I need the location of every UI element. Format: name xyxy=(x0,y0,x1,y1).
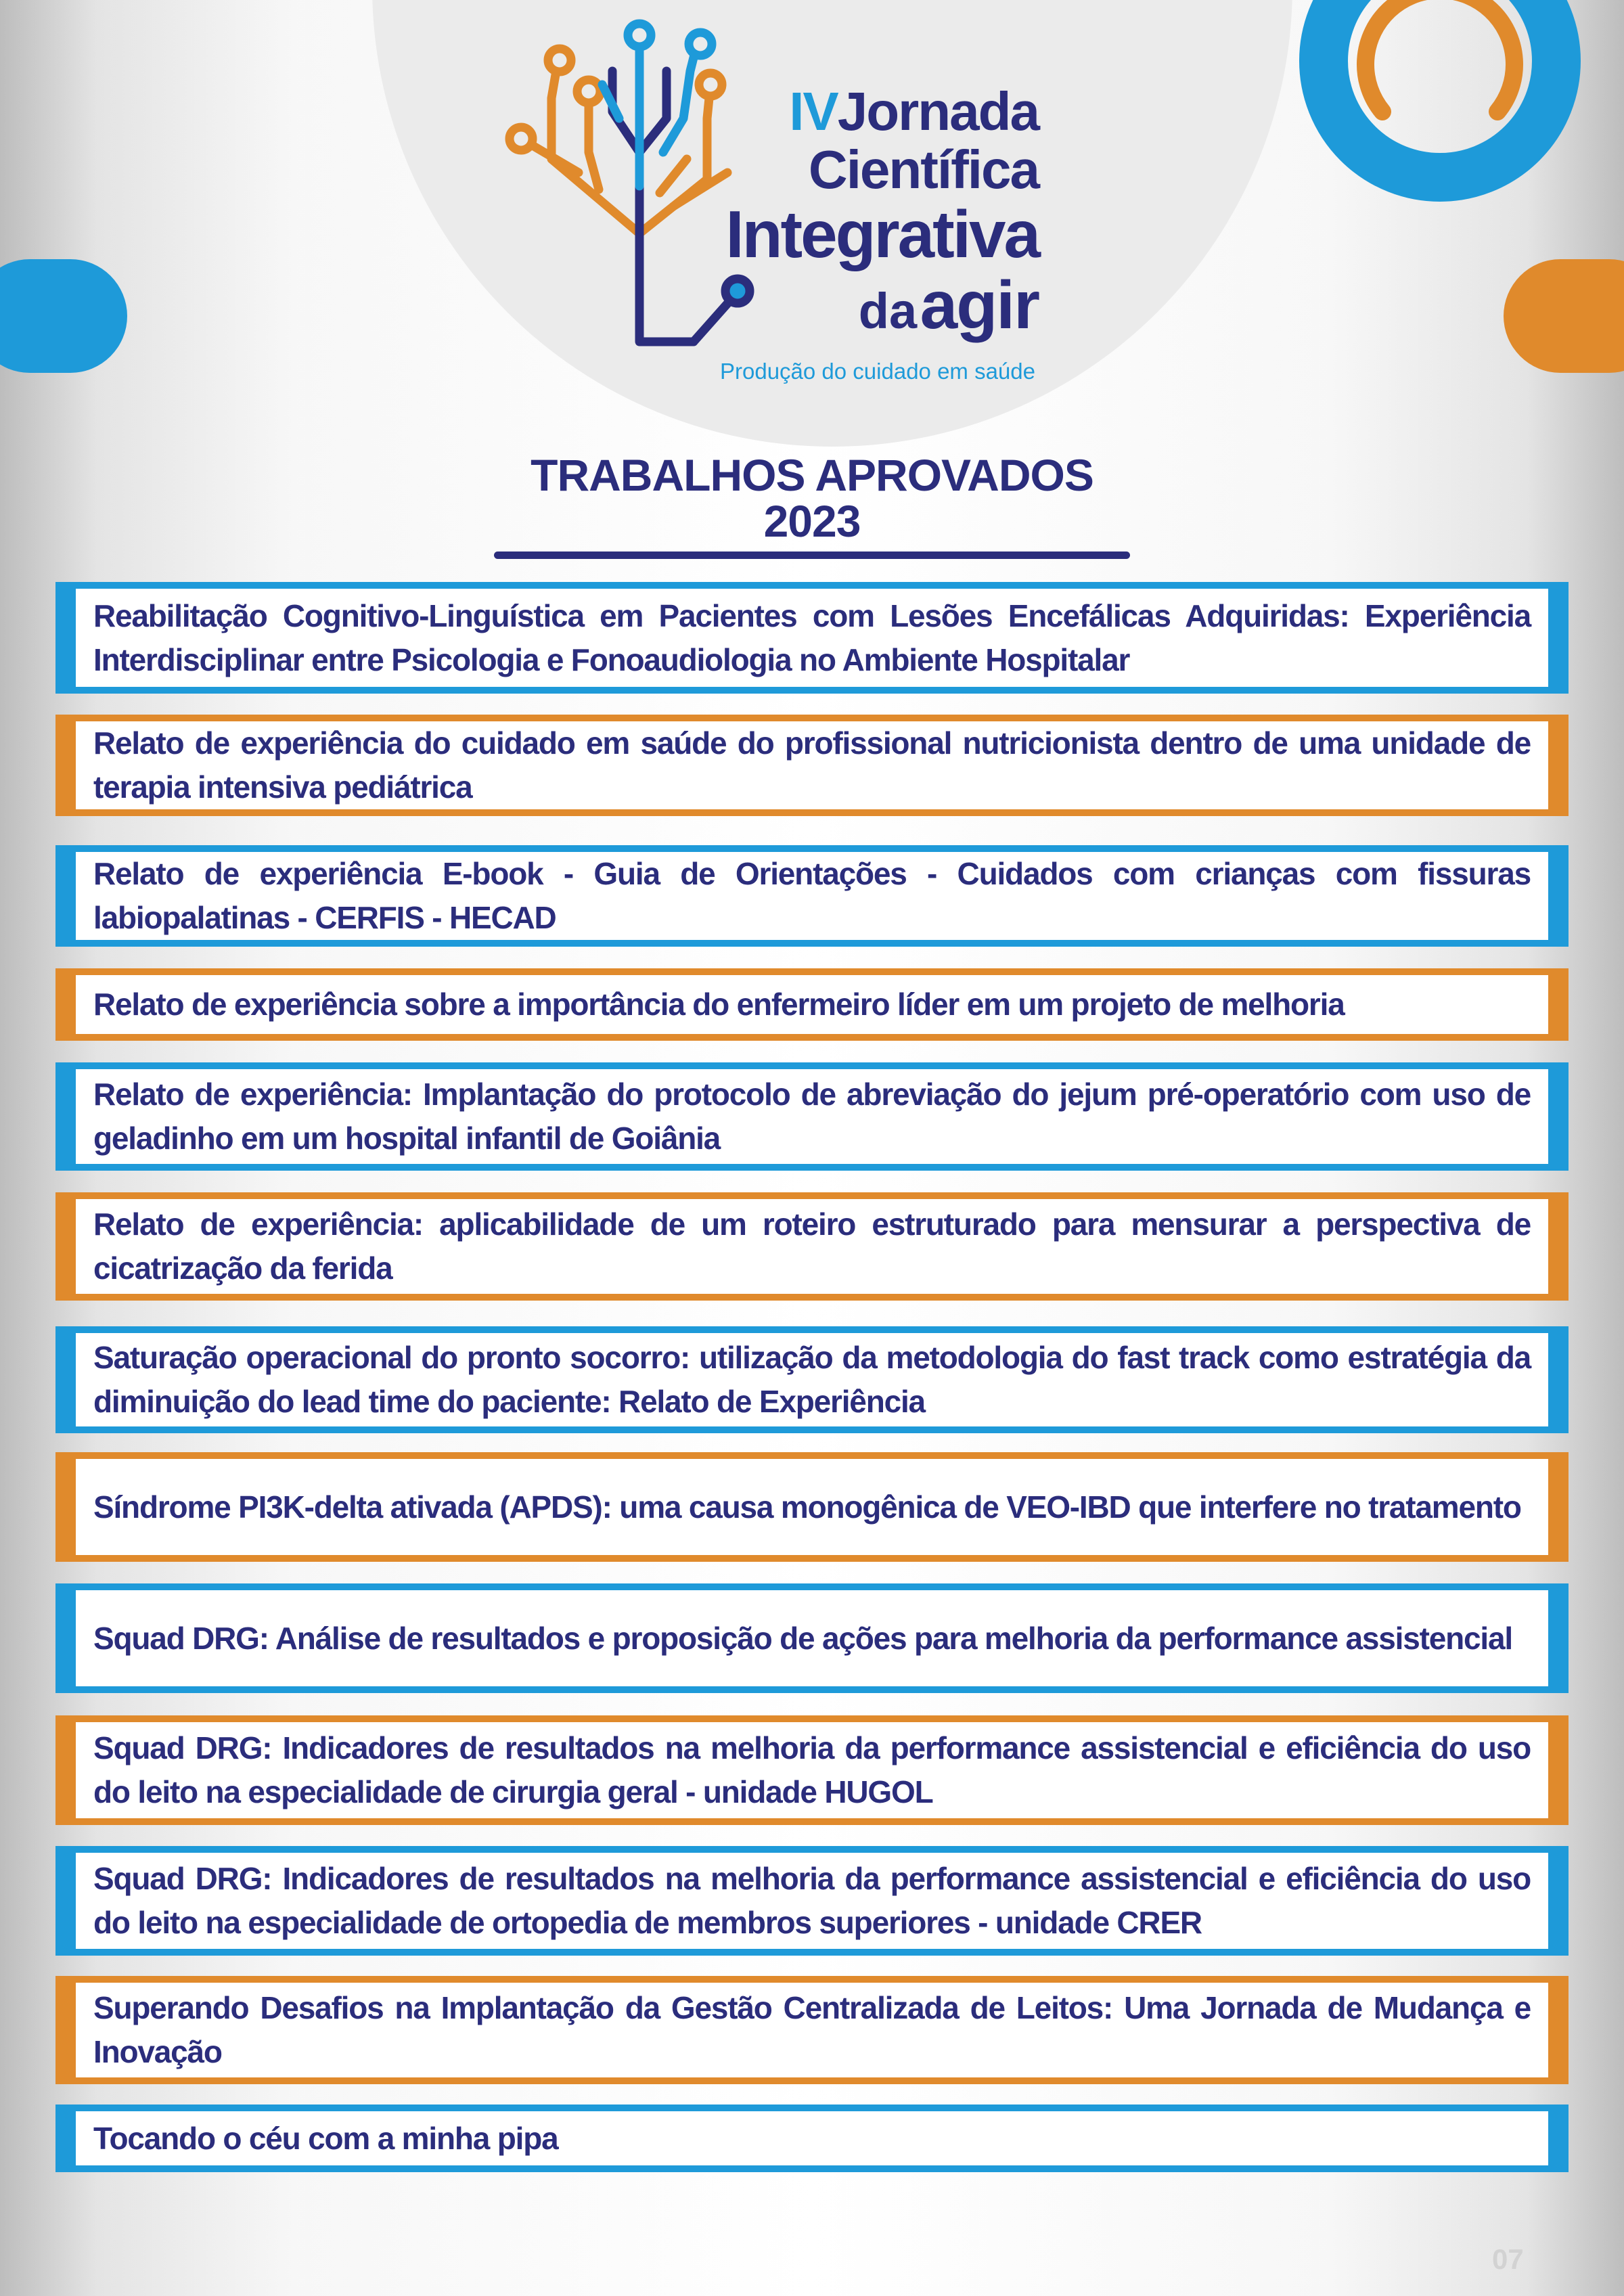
logo-da: da xyxy=(858,283,918,339)
approved-work-item xyxy=(55,582,1569,694)
work-title: Tocando o céu com a minha pipa xyxy=(93,2120,558,2156)
logo-line-1: Jornada xyxy=(837,81,1039,141)
work-title: Squad DRG: Indicadores de resultados na melhoria da performance assistencial e eficiência do uso do leito na especialidade de cirurgia geral - unidade HUGOL xyxy=(93,1730,1531,1809)
logo-line-3: Integrativa xyxy=(725,197,1039,271)
logo-agir: agir xyxy=(920,267,1039,343)
approved-work-item xyxy=(55,1715,1569,1825)
approved-work-item xyxy=(55,1452,1569,1562)
logo-tagline: Produção do cuidado em saúde xyxy=(720,359,1035,384)
title-underline xyxy=(494,552,1130,559)
page-number: 07 xyxy=(1492,2243,1524,2275)
decorative-blue-pill xyxy=(0,259,127,373)
work-title: Relato de experiência: aplicabilidade de um roteiro estruturado para mensurar a perspectiva de cicatrização da ferida xyxy=(93,1207,1531,1286)
approved-work-item xyxy=(55,845,1569,947)
approved-work-item xyxy=(55,1846,1569,1956)
approved-work-item xyxy=(55,1326,1569,1433)
approved-work-item xyxy=(55,715,1569,816)
approved-work-item xyxy=(55,1976,1569,2084)
decorative-orange-pill xyxy=(1504,259,1624,373)
event-logo-wordmark xyxy=(677,81,1039,343)
approved-work-item xyxy=(55,1192,1569,1301)
work-title: Squad DRG: Indicadores de resultados na melhoria da performance assistencial e eficiência do uso do leito na especialidade de ortopedia de membros superiores - unidade CRER xyxy=(93,1861,1531,1940)
work-title: Relato de experiência do cuidado em saúde do profissional nutricionista dentro de uma unidade de terapia intensiva pediátrica xyxy=(93,725,1531,805)
logo-numeral: IV xyxy=(789,81,838,141)
page-title-line-1: TRABALHOS APROVADOS xyxy=(531,450,1093,500)
work-title: Squad DRG: Análise de resultados e proposição de ações para melhoria da performance assistencial xyxy=(93,1620,1512,1656)
decorative-ring-icon xyxy=(1298,0,1582,203)
work-title: Reabilitação Cognitivo-Linguística em Pacientes com Lesões Encefálicas Adquiridas: Experiência Interdisciplinar entre Psicologia e Fonoaudiologia no Ambiente Hospitalar xyxy=(93,598,1531,677)
approved-work-item xyxy=(55,968,1569,1041)
work-title: Saturação operacional do pronto socorro: utilização da metodologia do fast track como estratégia da diminuição do lead time do paciente: Relato de Experiência xyxy=(93,1340,1531,1419)
page-title-year: 2023 xyxy=(763,496,861,546)
work-title: Relato de experiência sobre a importância do enfermeiro líder em um projeto de melhoria xyxy=(93,987,1345,1022)
approved-work-item xyxy=(55,1062,1569,1171)
work-title: Relato de experiência: Implantação do protocolo de abreviação do jejum pré-operatório com uso de geladinho em um hospital infantil de Goiânia xyxy=(93,1077,1531,1156)
work-title: Síndrome PI3K-delta ativada (APDS): uma causa monogênica de VEO-IBD que interfere no tratamento xyxy=(93,1489,1521,1525)
logo-line-2: Científica xyxy=(808,139,1039,200)
work-title: Superando Desafios na Implantação da Gestão Centralizada de Leitos: Uma Jornada de Mudança e Inovação xyxy=(93,1990,1531,2069)
page-title xyxy=(406,452,1218,544)
approved-work-item xyxy=(55,2104,1569,2172)
work-title: Relato de experiência E-book - Guia de Orientações - Cuidados com crianças com fissuras labiopalatinas - CERFIS - HECAD xyxy=(93,856,1531,935)
approved-work-item xyxy=(55,1583,1569,1693)
